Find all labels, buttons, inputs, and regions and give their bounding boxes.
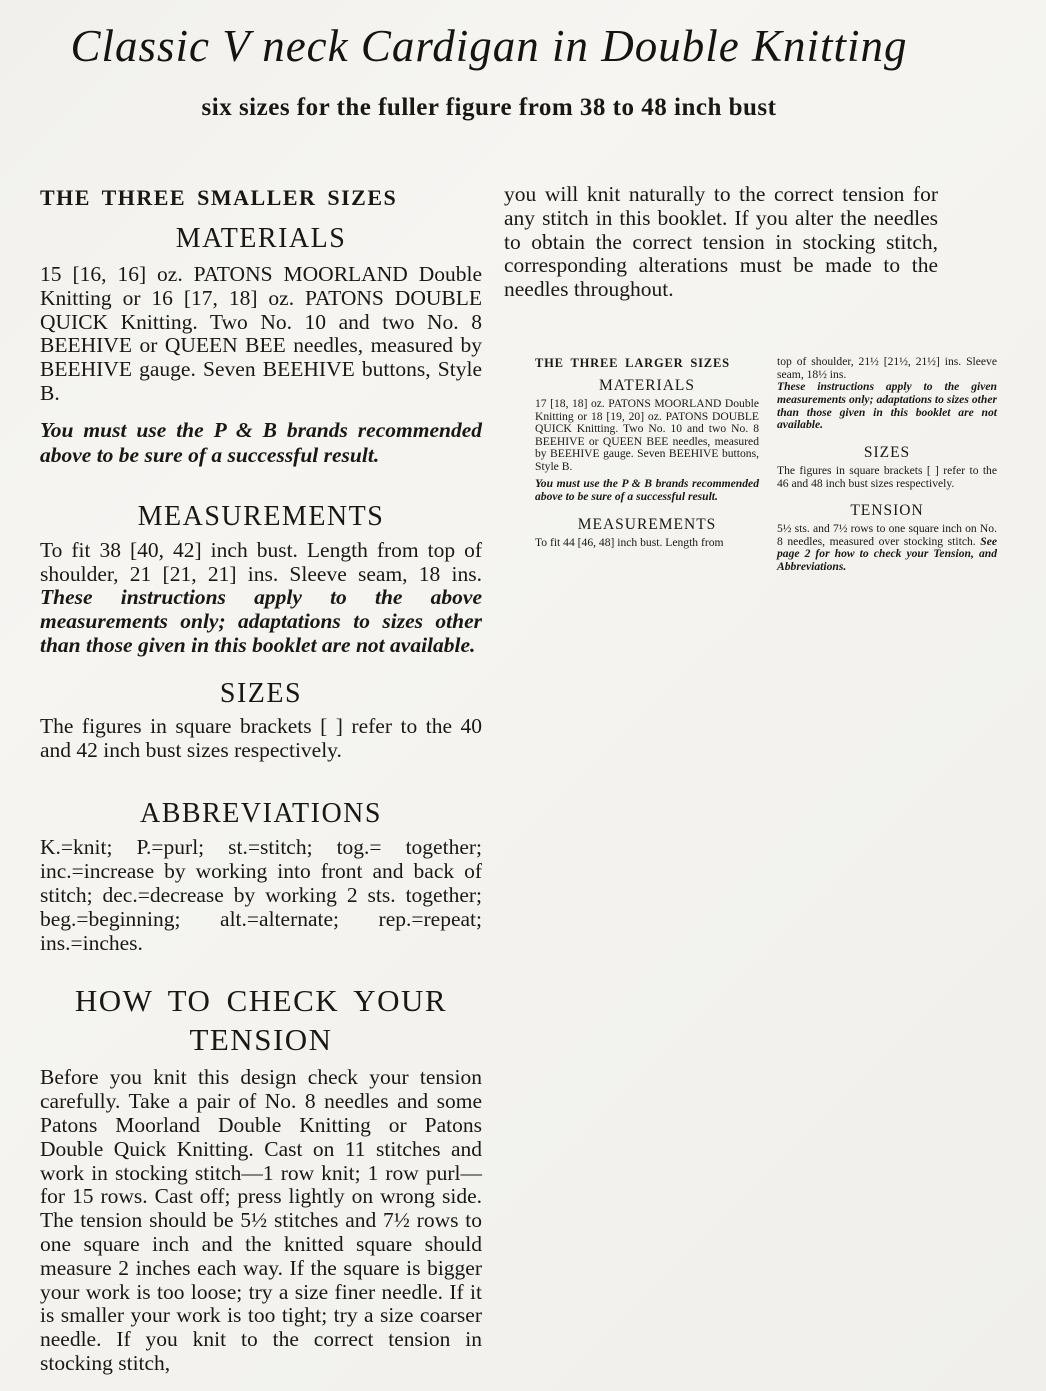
larger-measurements-heading: MEASUREMENTS [577,515,717,533]
larger-tension-heading: TENSION [850,502,924,520]
page-title: Classic V neck Cardigan in Double Knitting [70,21,908,71]
abbreviations-heading: ABBREVIATIONS [140,798,382,830]
larger-sizes-left-subcolumn [535,356,759,573]
tension-continuation-paragraph: you will knit naturally to the correct tension for any stitch in this booklet. If you alter the needles to obtain the correct tension in stocking stitch, corresponding alterations must be made to the needles throughout. [504,182,938,302]
tension-paragraph: Before you knit this design check your tension carefully. Take a pair of No. 8 needles and some Patons Moorland Double Knitting or Patons Double Quick Knitting. Cast on 11 stitches and work in stocking stitch—1 row knit; 1 row purl—for 15 rows. Cast off; press lightly on wrong side. The tension should be 5½ stitches and 7½ rows to one square inch and the knitted square should measure 2 inches each way. If the square is bigger your work is too loose; try a size finer needle. If it is smaller your work is too tight; try a size coarser needle. If you knit to the correct tension in stocking stitch, [40,1065,482,1375]
larger-tension-note: See page 2 for how to check your Tension, and Abbreviations. [777,534,997,573]
measurements-note: These instructions apply to the above measurements only; adaptations to sizes other than those given in this booklet are not available. [40,585,482,657]
larger-measurements-continuation: top of shoulder, 21½ [21½, 21½] ins. Sleeve seam, 18½ ins. [777,355,997,381]
larger-sizes-heading: SIZES [863,444,911,462]
smaller-sizes-column [40,185,482,1376]
sizes-paragraph: The figures in square brackets [ ] refer to the 40 and 42 inch bust sizes respectively. [40,713,482,762]
tension-heading-line2: TENSION [189,1022,333,1058]
larger-tension-paragraph [777,523,997,573]
larger-materials-heading: MATERIALS [599,377,695,394]
page-header [0,0,978,122]
larger-measurements-start: To fit 44 [46, 48] inch bust. Length from [535,535,724,549]
larger-measurements-note: These instructions apply to the given measurements only; adaptations to sizes other than those given in this booklet are not available. [777,380,997,432]
larger-sizes-label: THE THREE LARGER SIZES [535,356,730,370]
tension-heading-line1: HOW TO CHECK YOUR [74,983,448,1019]
larger-materials-note: You must use the P & B brands recommended above to be sure of a successful result. [535,477,759,503]
smaller-sizes-label: THE THREE SMALLER SIZES [40,185,398,210]
materials-heading: MATERIALS [175,223,347,254]
measurements-heading: MEASUREMENTS [137,500,385,532]
larger-sizes-panel [535,356,997,573]
measurements-body: To fit 38 [40, 42] inch bust. Length from top of shoulder, 21 [21, 21] ins. Sleeve seam, 18 ins. [40,537,482,586]
tension-heading [40,981,482,1059]
materials-paragraph: 15 [16, 16] oz. PATONS MOORLAND Double Knitting or 16 [17, 18] oz. PATONS DOUBLE QUICK Knitting. Two No. 10 and two No. 8 BEEHIVE or QUEEN BEE needles, measured by BEEHIVE gauge. Seven BEEHIVE buttons, Style B. [40,262,482,405]
abbreviations-paragraph: K.=knit; P.=purl; st.=stitch; tog.= together; inc.=increase by working into front and back of stitch; dec.=decrease by working 2 sts. together; beg.=beginning; alt.=alternate; rep.=repeat; ins.=inches. [40,835,482,955]
measurements-paragraph [40,539,482,658]
larger-materials-paragraph: 17 [18, 18] oz. PATONS MOORLAND Double Knitting or 18 [19, 20] oz. PATONS DOUBLE QUICK Knitting. Two No. 10 and two No. 8 BEEHIVE or QUEEN BEE needles, measured by BEEHIVE gauge. Seven BEEHIVE buttons, Style B. [535,397,759,473]
larger-tension-body: 5½ sts. and 7½ rows to one square inch on No. 8 needles, measured over stocking stitch. [777,522,997,548]
materials-note: You must use the P & B brands recommended above to be sure of a successful result. [40,417,482,468]
larger-sizes-paragraph: The figures in square brackets [ ] refer to the 46 and 48 inch bust sizes respectively. [777,464,997,490]
larger-sizes-right-subcolumn [777,356,997,573]
page-subtitle: six sizes for the fuller figure from 38 to 48 inch bust [201,94,777,121]
sizes-heading: SIZES [219,677,303,709]
right-column [504,183,938,302]
